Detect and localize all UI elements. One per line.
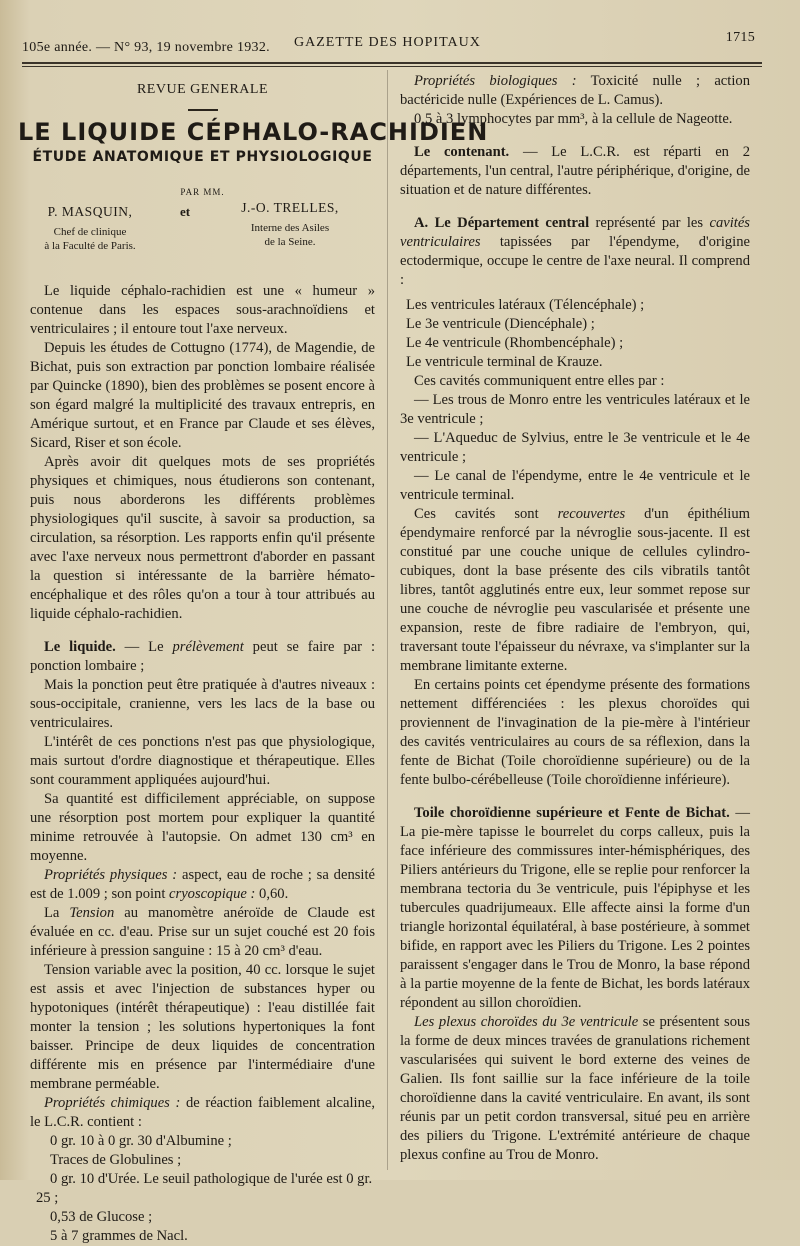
subheading: Toile choroïdienne supérieure et Fente de Bichat. — [414, 805, 730, 821]
text-span: se présentent sous la forme de deux minces travées de granulations richement vascularisées qui suivent le bord externe des veines de Galien. Ils font saillie sur la face inférieure de la toile choroïdienne dans la cavité ventriculaire. En avant, ils sont réunis par un petit cordon transversal, situé peu en arrière des piliers du Trigone. L'extrémité antérieure de chaque plexus confine au Trou de Monro. — [400, 1014, 751, 1163]
paragraph-plexus-3 — [400, 1013, 750, 1165]
header-rule-thick — [22, 62, 762, 64]
column-divider — [387, 70, 388, 1170]
list-item: Les ventricules latéraux (Télencéphale) ; — [406, 297, 645, 313]
author-conjunction: et — [180, 204, 191, 219]
paragraph-contenant — [400, 143, 750, 200]
paragraph: Le liquide céphalo-rachidien est une « humeur » contenue dans les espaces sous-arachnoïdiens et ventriculaires ; il entoure tout l'axe nerveux. — [30, 283, 375, 337]
text-span: représenté par les — [589, 215, 710, 231]
author-name: J.-O. TRELLES, — [241, 200, 339, 215]
subheading: Le liquide. — [44, 639, 116, 655]
text-span: aspect, eau de roche ; sa densité est de 1.009 ; son point — [30, 867, 376, 902]
emphasis: cavités ventriculaires — [400, 215, 750, 250]
text-span: d'un épithélium épendymaire renforcé par la névroglie sous-jacente. Il est constitué par une couche unique de cellules cylindro-cubiques, dont la base présente des cils vibratils tantôt libres, tantôt agglutinés entre eux, leur sommet repose sur une couche de névroglie peu vascularisée et présente une expansion, reste de fibre radiaire de l'embryon, qui, traversant toute l'épaisseur du névraxe, va s'implanter sur la membrane limitante externe. — [400, 506, 751, 674]
author-role: Chef de clinique — [53, 226, 127, 238]
title-rule — [188, 109, 218, 111]
section-label: REVUE GENERALE — [136, 82, 269, 97]
paragraph-toile — [400, 804, 750, 1013]
paragraph-departement — [400, 214, 750, 290]
byline-par: PAR MM. — [180, 187, 225, 197]
paragraph-covering — [400, 505, 750, 676]
page-number: 1715 — [725, 30, 755, 45]
author-role: à la Faculté de Paris. — [44, 240, 136, 252]
list-item: Traces de Globulines ; — [50, 1152, 182, 1168]
text-span: peut se faire par : ponction lombaire ; — [30, 639, 375, 674]
emphasis: Tension — [69, 905, 115, 921]
list-item: 0,53 de Glucose ; — [50, 1209, 153, 1225]
paragraph-physical — [30, 866, 375, 904]
list-item: — Les trous de Monro entre les ventricules latéraux et le 3e ventricule ; — [400, 392, 750, 427]
paragraph: Après avoir dit quelques mots de ses propriétés physiques et chimiques, nous étudierons son contenant, puis nous aborderons les différents problèmes physiologiques qu'il suscite, à savoir sa production, sa circulation, sa résorption. Les rapports enfin qu'il présente avec l'axe nerveux nous permettront d'aborder en passant la question si intéressante de la barrière hémato-encéphalique et des rôles qu'on a tour à tour attribués au liquide céphalo-rachidien. — [30, 454, 375, 622]
header-rule-thin — [22, 66, 762, 67]
list-item: 0 gr. 10 d'Urée. Le seuil pathologique de l'urée est 0 gr. 25 ; — [36, 1171, 373, 1206]
paragraph-tension — [30, 904, 375, 961]
paragraph: Depuis les études de Cottugno (1774), de Magendie, de Bichat, puis son extraction par ponction lombaire réalisée par Quincke (1890), bien des problèmes se posent encore à son égard malgré la multiplicité des travaux entrepris, en Amérique surtout, et en France par Claude et ses élèves, Sicard, Riser et son école. — [30, 340, 375, 451]
paragraph-biological — [400, 72, 750, 110]
emphasis: prélèvement — [172, 639, 244, 655]
paragraph: En certains points cet épendyme présente des formations nettement différenciées : les plexus choroïdes qui proviennent de l'invagination de la pie-mère à l'intérieur des cavités ventriculaires au cours de sa réflexion, dans la fente de Bichat (Toile choroïdienne supérieure) ou de la fente bulbo-cérébelleuse (Toile choroïdienne inférieure). — [400, 677, 750, 788]
emphasis: recouvertes — [557, 506, 626, 522]
text-span: La — [44, 905, 70, 921]
journal-name: GAZETTE DES HOPITAUX — [294, 35, 481, 50]
author-role: Interne des Asiles — [250, 222, 330, 234]
list-item: — Le canal de l'épendyme, entre le 4e ventricule et le ventricule terminal. — [400, 468, 750, 503]
author-masquin — [30, 204, 150, 253]
text-span: — La pie-mère tapisse le bourrelet du corps calleux, puis la face inférieure des commissures inter-hémisphériques, des Piliers antérieurs du Trigone, elle se replie pour renforcer la membrana tectoria du 3e ventricule, puis l'épiphyse et les tubercules quadrijumeaux. Elle affecte ainsi la forme d'un triangle horizontal équilatéral, à base postérieure, à sommet bifide, en rapport avec les Piliers du Trigone. Les 2 pointes paraissent s'engager dans le Trou de Monro, la base répond à la partie moyenne de la fente de Bichat, les bords latéraux répondent au sillon choroïdien. — [400, 805, 750, 1011]
article-title: LE LIQUIDE CÉPHALO-RACHIDIEN — [18, 118, 489, 146]
chemical-list — [30, 1132, 375, 1246]
emphasis: Propriétés physiques : — [44, 867, 178, 883]
page-header — [22, 30, 755, 54]
text-span: Ces cavités sont — [414, 506, 558, 522]
article-subtitle: ÉTUDE ANATOMIQUE ET PHYSIOLOGIQUE — [32, 149, 373, 165]
list-item: 5 à 7 grammes de Nacl. — [50, 1228, 188, 1244]
emphasis: Propriétés biologiques : — [414, 73, 577, 89]
subheading: Le contenant. — [414, 144, 510, 160]
ventricle-list — [400, 296, 750, 372]
paragraph: L'intérêt de ces ponctions n'est pas que physiologique, mais surtout d'ordre diagnostique et thérapeutique. Elles sont couramment appliquées aujourd'hui. — [30, 734, 375, 788]
paragraph: Tension variable avec la position, 40 cc. lorsque le sujet est assis et avec l'injection de substances hyper ou hypotoniques (intérêt thérapeutique) : l'eau distillée fait monter la tension ; les solutions hypertoniques la font baisser. Principe de deux liquides de concentration différente mis en présence par l'intermédiaire d'une membrane perméable. — [30, 962, 375, 1092]
list-item: Le 4e ventricule (Rhombencéphale) ; — [406, 335, 624, 351]
list-item: Le ventricule terminal de Krauze. — [406, 354, 603, 370]
list-item: — L'Aqueduc de Sylvius, entre le 3e ventricule et le 4e ventricule ; — [400, 430, 750, 465]
subheading: A. Le Département central — [414, 215, 590, 231]
right-column — [400, 72, 750, 1165]
paragraph-liquide — [30, 638, 375, 676]
author-role: de la Seine. — [264, 236, 316, 248]
text-span: — Le — [115, 639, 173, 655]
text-span: tapissées par l'épendyme, d'origine ectodermique, occupe le centre de l'axe neural. Il comprend : — [400, 234, 750, 288]
text-span: au manomètre anéroïde de Claude est évaluée en cc. d'eau. Prise sur un sujet couché est 20 fois inférieure à pression sanguine : 15 à 20 cm³ d'eau. — [30, 905, 375, 959]
emphasis: Propriétés chimiques : — [44, 1095, 181, 1111]
paragraph-chemical — [30, 1094, 375, 1132]
issue-info: 105e année. — N° 93, 19 novembre 1932. — [22, 40, 270, 55]
author-name: P. MASQUIN, — [47, 204, 133, 219]
text-span: Toxicité nulle ; action bactéricide nulle (Expériences de L. Camus). — [400, 73, 750, 108]
text-span: 0,60. — [255, 886, 289, 902]
list-item: 0 gr. 10 à 0 gr. 30 d'Albumine ; — [50, 1133, 232, 1149]
paragraph: Mais la ponction peut être pratiquée à d'autres niveaux : sous-occipitale, cranienne, vers les lacs de la base ou ventriculaires. — [30, 677, 375, 731]
text-span: — Le L.C.R. est réparti en 2 départements, l'un central, l'autre périphérique, d'origine, de situation et de nature différentes. — [400, 144, 750, 198]
text-span: de réaction faiblement alcaline, le L.C.R. contient : — [30, 1095, 375, 1130]
emphasis: Les plexus choroïdes du 3e ventricule — [414, 1014, 639, 1030]
paragraph: Ces cavités communiquent entre elles par : — [414, 373, 665, 389]
author-trelles — [220, 200, 360, 249]
emphasis: cryoscopique : — [169, 886, 256, 902]
paragraph: Sa quantité est difficilement appréciable, on suppose une résorption post mortem pour expliquer la quantité minime retrouvée à l'autopsie. On admet 130 cm³ en moyenne. — [30, 791, 375, 864]
list-item: Le 3e ventricule (Diencéphale) ; — [406, 316, 595, 332]
paragraph: 0,5 à 3 lymphocytes par mm³, à la cellule de Nageotte. — [414, 111, 733, 127]
authors — [30, 200, 375, 282]
